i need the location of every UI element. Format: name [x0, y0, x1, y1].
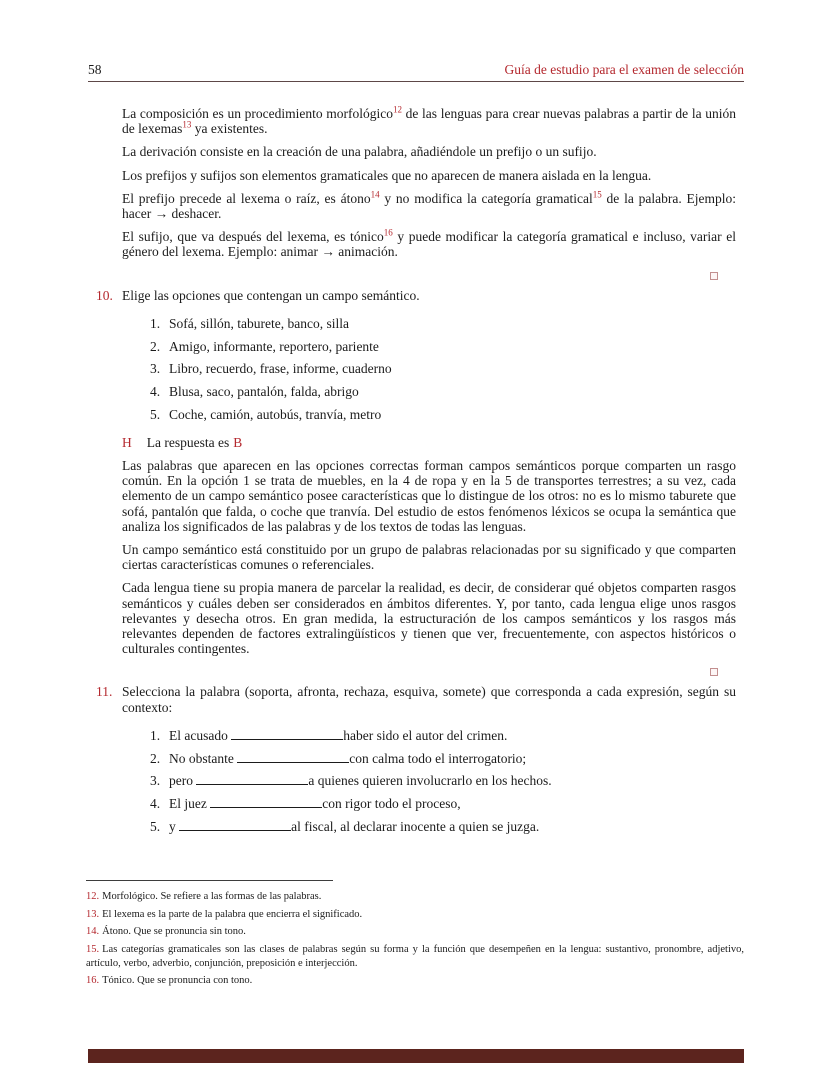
fill-in-row	[150, 819, 736, 834]
footnote-ref-13: 13	[182, 119, 192, 130]
question-10	[96, 288, 736, 303]
answer-blank	[179, 821, 291, 831]
footnote-13	[86, 908, 744, 922]
answer-line	[122, 435, 736, 450]
footnote-number: 15.	[86, 943, 100, 955]
answer-blank	[237, 753, 349, 763]
section-end-marker-row	[122, 268, 736, 278]
page-body	[96, 104, 737, 843]
page-header	[88, 62, 744, 82]
option-number: 5.	[150, 406, 161, 422]
item-number: 4.	[150, 796, 161, 811]
question-11	[96, 684, 736, 714]
footnote-text: El lexema es la parte de la palabra que encierra el significado.	[102, 908, 363, 920]
option-row	[150, 361, 736, 376]
option-number: 3.	[150, 361, 161, 377]
explanation-paragraph-3: Cada lengua tiene su propia manera de parcelar la realidad, es decir, de considerar qué objetos comparten rasgos semánticos y cuáles deben ser considerados en ámbitos diferentes. Y, por tanto, cada lengua elige unos rasgos relevantes y desecha otros. En gran medida, la estructuración de los campos semánticos y los rasgos más relevantes dependen de factores extralingüísticos y tienen que ver, frecuentemente, con aspectos históricos o culturales contingentes.	[122, 580, 736, 657]
question-11-number: 11.	[96, 684, 113, 700]
question-11-items	[150, 728, 736, 834]
item-number: 1.	[150, 727, 161, 743]
footnote-rule	[86, 880, 333, 881]
question-10-text: Elige las opciones que contengan un campo semántico.	[122, 287, 420, 303]
footnote-ref-15: 15	[592, 189, 602, 200]
intro-paragraph-prefijos: Los prefijos y sufijos son elementos gramaticales que no aparecen de manera aislada en la lengua.	[122, 167, 652, 183]
fill-in-row	[150, 751, 736, 766]
item-text: No obstante con calma todo el interrogatorio;	[169, 750, 527, 766]
option-number: 4.	[150, 383, 161, 399]
footnote-ref-14: 14	[370, 189, 380, 200]
footnote-number: 13.	[86, 908, 100, 920]
fill-in-row	[150, 796, 736, 811]
footnote-text: Átono. Que se pronuncia sin tono.	[102, 926, 246, 937]
item-number: 5.	[150, 818, 161, 834]
footnote-number: 16.	[86, 975, 100, 986]
question-10-number: 10.	[96, 287, 113, 303]
option-text: Coche, camión, autobús, tranvía, metro	[169, 406, 382, 422]
intro-paragraph-derivacion: La derivación consiste en la creación de una palabra, añadiéndole un prefijo o un sufijo.	[122, 144, 597, 160]
footnote-number: 12.	[86, 891, 100, 902]
option-number: 1.	[150, 315, 161, 331]
option-text: Blusa, saco, pantalón, falda, abrigo	[169, 383, 359, 399]
answer-letter: B	[233, 434, 243, 450]
item-number: 2.	[150, 750, 161, 766]
answer-blank	[231, 730, 343, 740]
footnote-number: 14.	[86, 926, 100, 937]
page-number: 58	[88, 62, 102, 77]
answer-prefix: La respuesta es	[146, 434, 230, 450]
footnote-ref-12: 12	[392, 104, 402, 115]
option-row	[150, 339, 736, 354]
footnote-14	[86, 925, 744, 939]
page-bottom-band	[88, 1049, 744, 1063]
question-11-text: Selecciona la palabra (soporta, afronta, rechaza, esquiva, somete) que corresponda a cada expresión, según su contexto:	[122, 684, 736, 715]
end-of-section-square-icon	[710, 668, 718, 676]
fill-in-row	[150, 728, 736, 743]
intro-paragraph-composicion: La composición es un procedimiento morfológico$^{12}$ de las lenguas para crear nuevas palabras a partir de la unión de lexemas$^{13}$ ya existentes.	[122, 104, 736, 137]
running-head-title: Guía de estudio para el examen de selección	[504, 62, 744, 77]
end-of-section-square-icon	[710, 272, 718, 280]
footnote-15	[86, 943, 744, 971]
item-text: El juez con rigor todo el proceso,	[169, 796, 461, 811]
footnote-12	[86, 890, 744, 904]
fill-in-row	[150, 773, 736, 788]
footnotes-block	[86, 880, 744, 992]
answer-hand-icon: H	[122, 434, 132, 450]
item-text: pero a quienes quieren involucrarlo en los hechos.	[169, 773, 552, 789]
option-text: Libro, recuerdo, frase, informe, cuaderno	[169, 361, 392, 377]
item-number: 3.	[150, 773, 161, 789]
answer-blank	[210, 798, 322, 808]
answer-blank	[196, 775, 308, 785]
intro-paragraph-sufijo: El sufijo, que va después del lexema, es tónico$^{16}$ y puede modificar la categoría gramatical e incluso, variar el género del lexema. Ejemplo: animar → animación.	[122, 227, 737, 260]
option-number: 2.	[150, 338, 161, 354]
explanation-paragraph-1: Las palabras que aparecen en las opciones correctas forman campos semánticos porque comparten un rasgo común. En la opción 1 se trata de muebles, en la 4 de ropa y en la 5 de transportes terrestres; a su vez, cada elemento de un campo semántico posee características que lo distingue de los otros: no es lo mismo taburete que sofá, pantalón que falda, o coche que tranvía. Del estudio de estos fenómenos léxicos se ocupa la semántica que analiza los significados de las palabras y de los textos de todas las lenguas.	[122, 458, 736, 534]
footnote-16	[86, 974, 744, 988]
footnote-text: Las categorías gramaticales son las clases de palabras según su forma y la función que desempeñen en la lengua: sustantivo, pronombre, adjetivo, artículo, verbo, adverbio, conjunción, preposición e interjección.	[86, 943, 744, 969]
explanation-paragraph-2: Un campo semántico está constituido por un grupo de palabras relacionadas por su significado y que comparten ciertas características comunes o referenciales.	[122, 542, 736, 573]
option-row	[150, 384, 736, 399]
option-row	[150, 316, 736, 331]
footnote-ref-16: 16	[383, 227, 393, 238]
footnote-text: Tónico. Que se pronuncia con tono.	[102, 975, 253, 986]
section-end-marker-row	[122, 664, 736, 674]
option-text: Amigo, informante, reportero, pariente	[169, 338, 379, 354]
item-text: El acusado haber sido el autor del crimen.	[169, 727, 508, 743]
intro-paragraph-prefijo: El prefijo precede al lexema o raíz, es átono$^{14}$ y no modifica la categoría gramatical$^{15}$ de la palabra. Ejemplo: hacer → deshacer.	[122, 189, 736, 222]
footnote-text: Morfológico. Se refiere a las formas de las palabras.	[102, 891, 322, 902]
question-10-options	[150, 316, 736, 422]
item-text: y al fiscal, al declarar inocente a quien se juzga.	[169, 818, 540, 834]
option-text: Sofá, sillón, taburete, banco, silla	[169, 315, 349, 331]
option-row	[150, 407, 736, 422]
